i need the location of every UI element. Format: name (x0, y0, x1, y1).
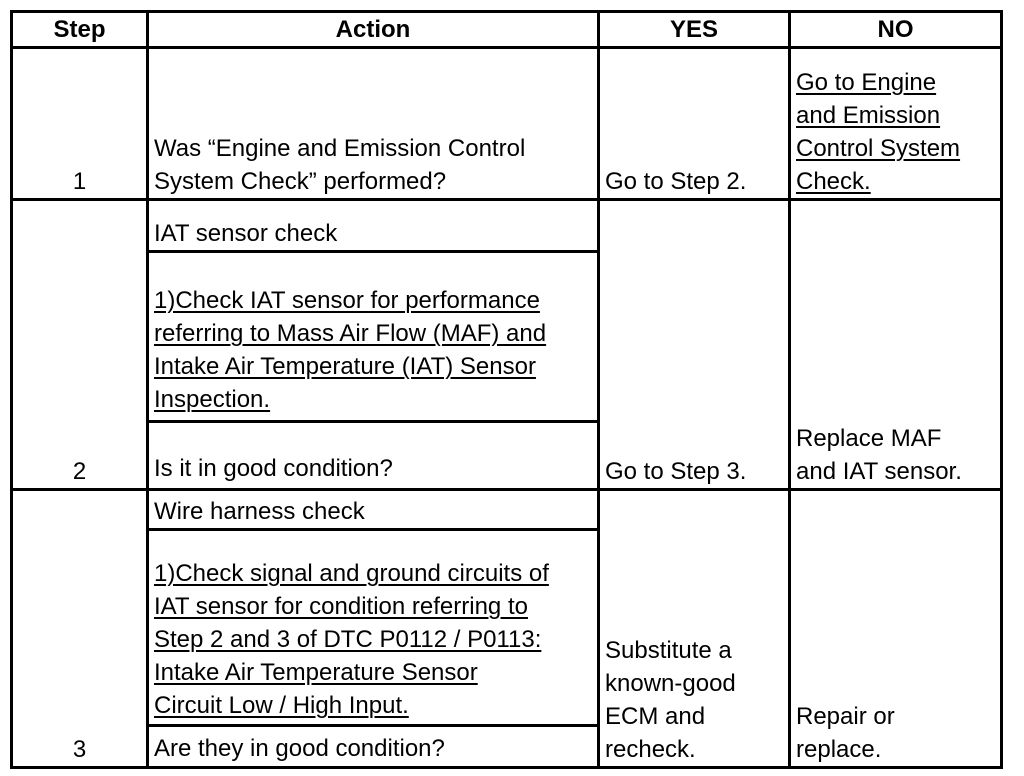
table-row (12, 48, 1002, 200)
instruction-line[interactable]: referring to Mass Air Flow (MAF) and (154, 320, 547, 347)
instruction-line[interactable]: Circuit Low / High Input. (154, 692, 409, 719)
action-cell (148, 48, 599, 200)
diagnostic-table-container (10, 10, 1003, 769)
yes-cell: Go to Step 3. (599, 200, 790, 490)
action-question (149, 727, 597, 765)
action-title (149, 201, 597, 253)
header-yes: YES (599, 12, 790, 48)
instruction-line[interactable]: IAT sensor for condition referring to (154, 593, 528, 620)
action-text-line: Was “Engine and Emission Control (154, 135, 526, 162)
action-title-text: Wire harness check (154, 498, 365, 525)
header-no: NO (790, 12, 1002, 48)
yes-cell (599, 490, 790, 768)
no-text-line: and IAT sensor. (796, 458, 962, 485)
yes-cell: Go to Step 2. (599, 48, 790, 200)
no-cell[interactable] (790, 48, 1002, 200)
action-instruction (149, 531, 597, 727)
header-step: Step (12, 12, 148, 48)
yes-text-line: known-good (605, 670, 736, 697)
instruction-line[interactable]: Step 2 and 3 of DTC P0112 / P0113: (154, 626, 542, 653)
step-number: 2 (12, 200, 148, 490)
no-text-line: Replace MAF (796, 425, 942, 452)
table-row (12, 490, 1002, 768)
step-number: 3 (12, 490, 148, 768)
yes-text-line: Substitute a (605, 637, 732, 664)
no-link-line[interactable]: and Emission (796, 102, 941, 129)
no-text-line: Repair or (796, 703, 895, 730)
action-instruction (149, 253, 597, 423)
action-title-text: IAT sensor check (154, 220, 338, 247)
action-text-line: System Check” performed? (154, 168, 447, 195)
instruction-line[interactable]: 1)Check signal and ground circuits of (154, 560, 549, 587)
no-link-line[interactable]: Go to Engine (796, 69, 937, 96)
header-row (12, 12, 1002, 48)
diagnostic-table (10, 10, 1003, 769)
yes-text-line: recheck. (605, 736, 696, 763)
no-link-line[interactable]: Control System (796, 135, 961, 162)
action-cell (148, 200, 599, 490)
action-question-text: Are they in good condition? (154, 735, 445, 762)
instruction-line[interactable]: Inspection. (154, 386, 271, 413)
yes-text-line: ECM and (605, 703, 706, 730)
instruction-line[interactable]: Intake Air Temperature (IAT) Sensor (154, 353, 536, 380)
action-question (149, 423, 597, 485)
instruction-line[interactable]: Intake Air Temperature Sensor (154, 659, 478, 686)
no-cell (790, 490, 1002, 768)
no-text-line: replace. (796, 736, 882, 763)
table-row (12, 200, 1002, 490)
instruction-line[interactable]: 1)Check IAT sensor for performance (154, 287, 540, 314)
no-link-line[interactable]: Check. (796, 168, 871, 195)
header-action: Action (148, 12, 599, 48)
step-number: 1 (12, 48, 148, 200)
no-cell (790, 200, 1002, 490)
action-question-text: Is it in good condition? (154, 455, 393, 482)
action-cell (148, 490, 599, 768)
action-title (149, 491, 597, 531)
